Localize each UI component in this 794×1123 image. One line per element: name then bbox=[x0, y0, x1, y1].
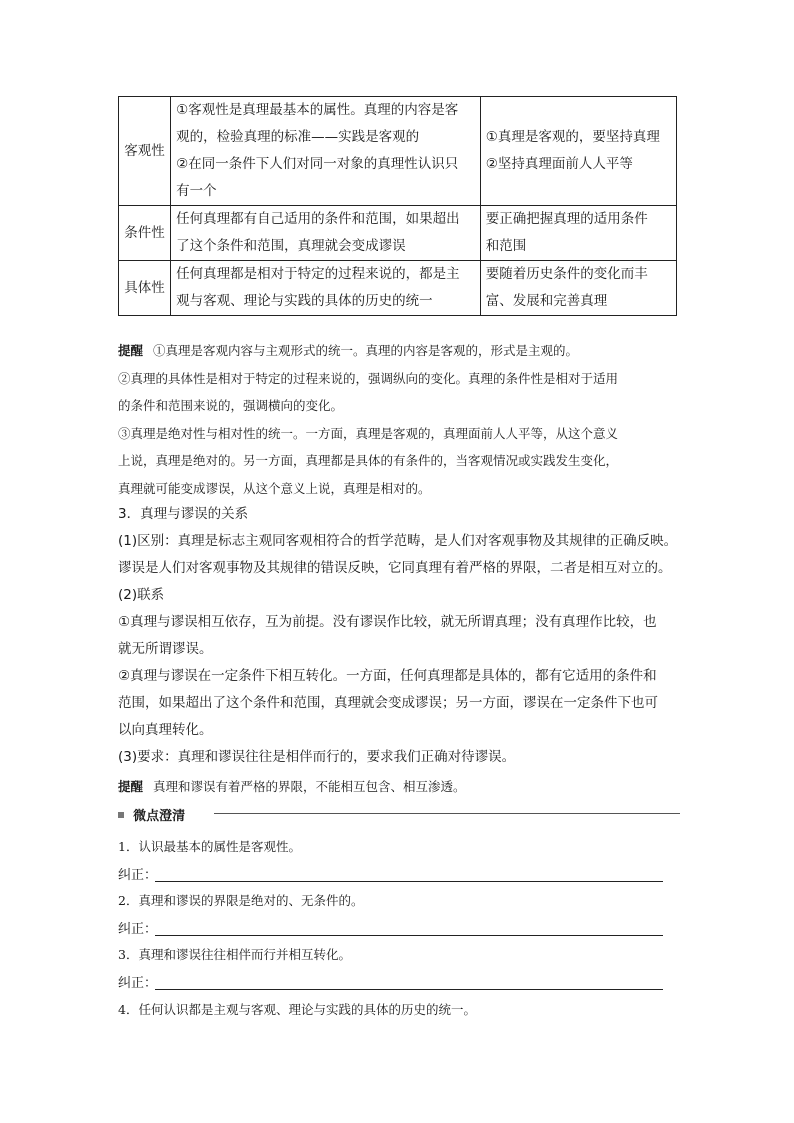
property-name: 条件性 bbox=[119, 206, 171, 261]
table-row bbox=[119, 206, 677, 261]
divider-rule bbox=[214, 813, 680, 814]
correction-label: 纠正： bbox=[118, 976, 158, 991]
tip-label: 提醒 bbox=[118, 343, 144, 358]
section-heading: 3．真理与谬误的关系 bbox=[118, 506, 249, 522]
question-item: 4．任何认识都是主观与客观、理论与实践的具体的历史的统一。 bbox=[118, 1002, 476, 1017]
correction-label: 纠正： bbox=[118, 868, 158, 883]
property-description: 任何真理都有自己适用的条件和范围，如果超出 了这个条件和范围，真理就会变成谬误 bbox=[171, 206, 481, 261]
question-item: 3．真理和谬误往往相伴而行并相互转化。 bbox=[118, 947, 351, 962]
section-divider bbox=[118, 804, 680, 824]
answer-line[interactable] bbox=[155, 973, 663, 990]
property-requirement: ①真理是客观的，要坚持真理 ②坚持真理面前人人平等 bbox=[480, 97, 676, 206]
section-label: 微点澄清 bbox=[133, 809, 186, 824]
table-row bbox=[119, 97, 677, 206]
truth-properties-table bbox=[118, 96, 677, 316]
tip-block-1: 提醒 ①真理是客观内容与主观形式的统一。真理的内容是客观的，形式是主观的。 ②真理的具体性是相对于特定的过程来说的，强调纵向的变化。真理的条件性是相对于适用 的条件和范围来说的，强调横向的变化。 ③真理是绝对性与相对性的统一。一方面，真理是客观的，真理面前人人平等，从这个意义 上说，真理是绝对的。另一方面，真理都是具体的有条件的，当客观情况或实践发生变化， 真理就可能变成谬误，从这个意义上说，真理是相对的。 bbox=[118, 343, 619, 496]
table-row bbox=[119, 261, 677, 316]
section-truth-error-relation: 3．真理与谬误的关系 (1)区别：真理是标志主观同客观相符合的哲学范畴，是人们对客观事物及其规律的正确反映。 谬误是人们对客观事物及其规律的错误反映，它同真理有着严格的界限，二者是相互对立的。 (2)联系 ①真理与谬误相互依存，互为前提。没有谬误作比较，就无所谓真理；没有真理作比较，也 就无所谓谬误。 ②真理与谬误在一定条件下相互转化。一方面，任何真理都是具体的，都有它适用的条件和 范围，如果超出了这个条件和范围，真理就会变成谬误；另一方面，谬误在一定条件下也可 以向真理转化。 (3)要求：真理和谬误往往是相伴而行的，要求我们正确对待谬误。 bbox=[118, 501, 680, 771]
answer-line[interactable] bbox=[155, 919, 663, 936]
tip-label: 提醒 bbox=[118, 779, 144, 794]
correction-label: 纠正： bbox=[118, 922, 158, 937]
tip-block-2: 提醒 真理和谬误有着严格的界限，不能相互包含、相互渗透。 bbox=[118, 779, 466, 794]
property-description: ①客观性是真理最基本的属性。真理的内容是客 观的，检验真理的标准——实践是客观的 ②在同一条件下人们对同一对象的真理性认识只 有一个 bbox=[171, 97, 481, 206]
property-description: 任何真理都是相对于特定的过程来说的，都是主 观与客观、理论与实践的具体的历史的统一 bbox=[171, 261, 481, 316]
property-requirement: 要正确把握真理的适用条件 和范围 bbox=[480, 206, 676, 261]
property-requirement: 要随着历史条件的变化而丰 富、发展和完善真理 bbox=[480, 261, 676, 316]
property-name: 客观性 bbox=[119, 97, 171, 206]
question-item: 2．真理和谬误的界限是绝对的、无条件的。 bbox=[118, 893, 364, 908]
property-name: 具体性 bbox=[119, 261, 171, 316]
square-bullet-icon bbox=[118, 812, 124, 818]
question-item: 1．认识最基本的属性是客观性。 bbox=[118, 839, 301, 854]
answer-line[interactable] bbox=[155, 865, 663, 882]
